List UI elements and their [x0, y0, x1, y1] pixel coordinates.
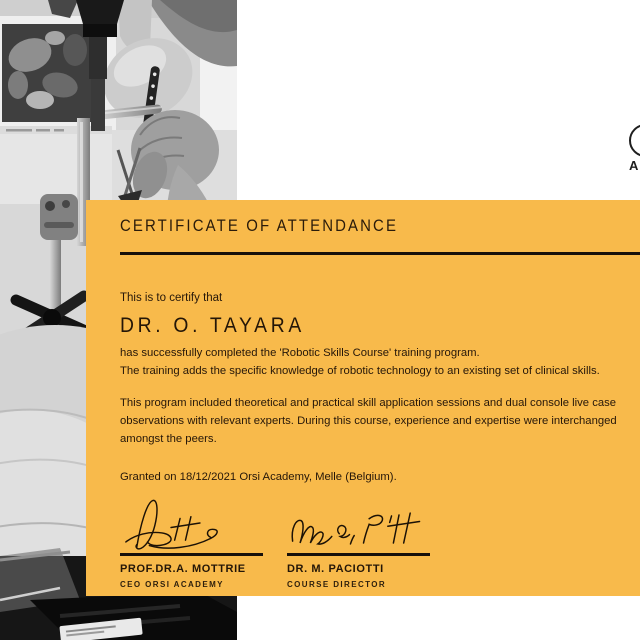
signatory-name: DR. M. PACIOTTI [287, 562, 384, 575]
signatory-role: COURSE DIRECTOR [287, 579, 387, 589]
certificate-panel [86, 200, 640, 596]
signatures [120, 495, 640, 589]
signatory-name: PROF.DR.A. MOTTRIE [120, 562, 246, 575]
signature-line [287, 553, 430, 556]
granted-text: Granted on 18/12/2021 Orsi Academy, Melle (Belgium). [120, 471, 397, 483]
completion-line-1: has successfully completed the 'Robotic Skills Course' training program. [120, 347, 480, 359]
completion-statement [120, 344, 640, 380]
signature-block-mottrie [120, 495, 263, 589]
orsi-logo-circle-icon [629, 124, 640, 157]
orsi-logo-letter: A [629, 158, 640, 173]
signature-line [120, 553, 263, 556]
program-line-3: amongst the peers. [120, 433, 217, 445]
mottrie-signature-icon [120, 495, 263, 551]
paciotti-signature-icon [287, 495, 430, 551]
title-divider [120, 252, 640, 255]
recipient-name: DR. O. TAYARA [120, 314, 305, 337]
signature-block-paciotti [287, 495, 430, 589]
program-description [120, 394, 640, 448]
program-line-2: observations with relevant experts. During this course, experience and expertise were interchanged [120, 415, 617, 427]
completion-line-2: The training adds the specific knowledge of robotic technology to an existing set of clinical skills. [120, 365, 600, 377]
signatory-role: CEO ORSI ACADEMY [120, 579, 224, 589]
intro-text: This is to certify that [120, 292, 223, 304]
program-line-1: This program included theoretical and practical skill application sessions and dual console live case [120, 397, 617, 409]
certificate-title: CERTIFICATE OF ATTENDANCE [120, 216, 399, 235]
